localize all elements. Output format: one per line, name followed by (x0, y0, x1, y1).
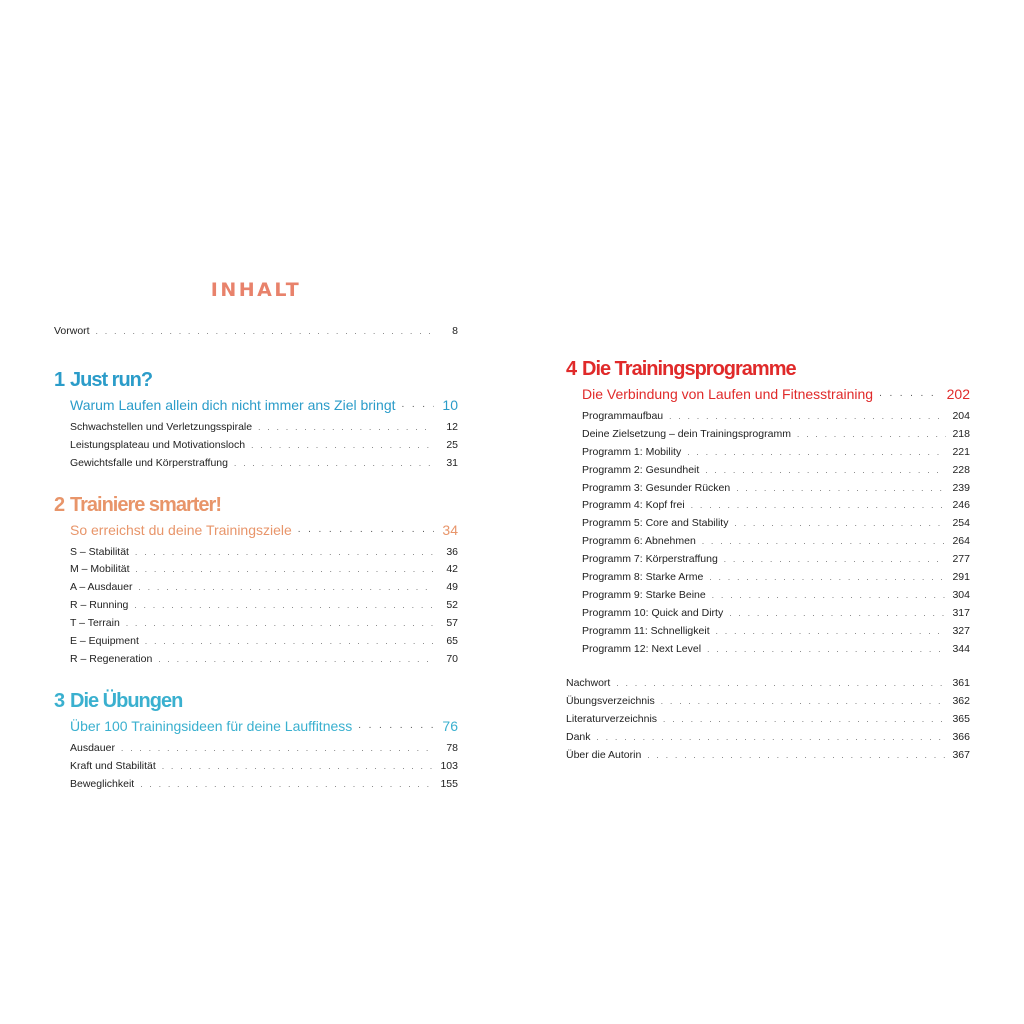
dot-leader (669, 408, 946, 426)
toc-heading: INHALT (210, 279, 302, 301)
toc-entry[interactable] (566, 641, 970, 659)
toc-entry-page: 361 (952, 677, 970, 690)
toc-entry[interactable] (566, 426, 970, 444)
toc-entry-page: 52 (446, 599, 458, 612)
chapter-title[interactable] (54, 366, 458, 394)
toc-entry-page: 25 (446, 438, 458, 451)
toc-entry-label: Beweglichkeit (70, 777, 135, 790)
toc-entry[interactable] (54, 419, 458, 437)
toc-entry-label: Programm 2: Gesundheit (582, 463, 700, 476)
toc-entry-page: 362 (952, 695, 970, 708)
toc-entry-page: 344 (952, 642, 970, 655)
toc-entry[interactable] (54, 651, 458, 669)
dot-leader (724, 551, 946, 569)
toc-entry[interactable] (566, 515, 970, 533)
dot-leader (712, 587, 946, 605)
dot-leader (145, 633, 434, 651)
chapter-subtitle[interactable] (54, 715, 458, 737)
toc-entry-page: 264 (952, 535, 970, 548)
toc-entry[interactable] (54, 776, 458, 794)
toc-entry-page: 277 (952, 553, 970, 566)
toc-entry-label: A – Ausdauer (70, 581, 133, 594)
toc-entry-page: 221 (952, 445, 970, 458)
toc-entry-label: Nachwort (566, 677, 611, 690)
chapter-subtitle-page: 76 (442, 717, 458, 734)
dot-leader (251, 437, 434, 455)
dot-leader (140, 776, 434, 794)
chapter-title-text: Die Übungen (70, 689, 183, 712)
toc-entry-page: 12 (446, 420, 458, 433)
toc-entry-page: 366 (952, 731, 970, 744)
toc-entry-label: Programm 4: Kopf frei (582, 499, 685, 512)
toc-entry-label: Programm 3: Gesunder Rücken (582, 481, 731, 494)
toc-entry[interactable] (566, 444, 970, 462)
dot-leader (258, 419, 434, 437)
dot-leader (121, 740, 434, 758)
toc-entry-page: 291 (952, 571, 970, 583)
toc-entry-page: 204 (952, 409, 970, 422)
toc-entry-label: Programmaufbau (582, 409, 664, 422)
dot-leader (136, 561, 434, 579)
dot-leader (687, 444, 946, 462)
toc-entry-page: 8 (452, 324, 458, 337)
toc-entry-page: 327 (952, 624, 970, 637)
toc-entry[interactable] (566, 587, 970, 605)
dot-leader (661, 693, 946, 711)
dot-leader (879, 383, 941, 405)
dot-leader (135, 544, 434, 562)
chapter-number: 2 (54, 493, 65, 516)
chapter-title[interactable] (54, 491, 458, 519)
chapter-2 (54, 491, 458, 669)
toc-entry[interactable] (54, 437, 458, 455)
dot-leader (707, 641, 946, 659)
chapter-title-text: Trainiere smarter! (70, 493, 221, 516)
toc-entry-page: 254 (952, 517, 970, 530)
toc-entry[interactable] (566, 711, 970, 729)
dot-leader (736, 480, 946, 498)
toc-entry-page: 36 (446, 545, 458, 558)
dot-leader (616, 675, 946, 693)
toc-entry-page: 304 (952, 588, 970, 601)
dot-leader (691, 497, 946, 515)
back-matter (566, 675, 970, 764)
toc-entry[interactable] (566, 480, 970, 498)
dot-leader (729, 605, 946, 623)
toc-left-column (54, 280, 458, 793)
toc-entry-label: Programm 5: Core and Stability (582, 517, 729, 530)
chapter-subtitle-text: Warum Laufen allein dich nicht immer ans Ziel bringt (70, 396, 396, 413)
dot-leader (705, 462, 946, 480)
toc-entry[interactable] (54, 740, 458, 758)
toc-entry-page: 218 (952, 427, 970, 440)
toc-entry-label: Programm 10: Quick and Dirty (582, 606, 724, 619)
toc-entry-label: Literaturverzeichnis (566, 713, 658, 726)
toc-entry[interactable] (54, 758, 458, 776)
toc-entry-page: 246 (952, 499, 970, 512)
dot-leader (138, 579, 434, 597)
toc-entry-page: 317 (952, 606, 970, 619)
toc-entry-label: Leistungsplateau und Motivationsloch (70, 438, 246, 451)
toc-entry[interactable] (566, 533, 970, 551)
chapter-title-text: Just run? (70, 368, 153, 391)
dot-leader (358, 715, 434, 737)
toc-entry[interactable] (54, 597, 458, 615)
toc-entry-label: Deine Zielsetzung – dein Trainingsprogramm (582, 427, 791, 440)
toc-entry-vorwort[interactable] (54, 323, 458, 341)
chapter-title-text: Die Trainingsprogramme (582, 358, 796, 380)
toc-entry-label: Ausdauer (70, 741, 115, 754)
dot-leader (597, 729, 946, 747)
toc-entry-label: Programm 11: Schnelligkeit (582, 624, 710, 637)
dot-leader (702, 533, 946, 551)
toc-entry-page: 367 (952, 749, 970, 762)
toc-entry-label: Programm 9: Starke Beine (582, 588, 706, 601)
toc-entry-label: Programm 12: Next Level (582, 642, 702, 655)
toc-entry-label: Programm 8: Starke Arme (582, 571, 704, 583)
toc-entry[interactable] (54, 615, 458, 633)
dot-leader (96, 323, 434, 341)
toc-entry-page: 65 (446, 635, 458, 647)
toc-entry-page: 49 (446, 581, 458, 594)
toc-entry-label: Übungsverzeichnis (566, 695, 655, 708)
toc-right-column (566, 355, 970, 765)
toc-entry-label: M – Mobilität (70, 563, 130, 576)
toc-entry-page: 42 (446, 563, 458, 576)
chapter-title[interactable] (566, 355, 970, 383)
front-matter (54, 323, 458, 341)
toc-entry-label: Programm 7: Körperstraffung (582, 553, 718, 566)
toc-entry[interactable] (566, 569, 970, 587)
toc-entry-page: 103 (440, 759, 458, 772)
chapter-number: 4 (566, 358, 577, 380)
toc-entry[interactable] (54, 633, 458, 651)
chapter-title[interactable] (54, 687, 458, 715)
chapter-subtitle-text: Die Verbindung von Laufen und Fitnesstraining (582, 386, 874, 402)
toc-entry-label: Programm 6: Abnehmen (582, 535, 696, 548)
toc-entry-label: Dank (566, 731, 591, 744)
chapter-subtitle[interactable] (566, 383, 970, 405)
toc-entry-page: 57 (446, 617, 458, 630)
chapter-subtitle-text: So erreichst du deine Trainingsziele (70, 521, 292, 538)
chapter-subtitle[interactable] (54, 394, 458, 416)
toc-entry-page: 31 (446, 456, 458, 469)
chapter-number: 3 (54, 689, 65, 712)
toc-entry[interactable] (566, 408, 970, 426)
chapter-4 (566, 355, 970, 658)
dot-leader (797, 426, 946, 444)
toc-entry-label: Vorwort (54, 324, 90, 337)
toc-entry[interactable] (566, 623, 970, 641)
toc-entry[interactable] (54, 544, 458, 562)
chapter-number: 1 (54, 368, 65, 391)
toc-entry-page: 155 (440, 777, 458, 790)
toc-entry[interactable] (566, 497, 970, 515)
toc-entry[interactable] (566, 693, 970, 711)
toc-entry-label: Gewichtsfalle und Körperstraffung (70, 456, 228, 469)
chapter-1 (54, 366, 458, 473)
toc-entry-page: 228 (952, 463, 970, 476)
dot-leader (134, 597, 434, 615)
toc-entry-label: R – Running (70, 599, 129, 612)
dot-leader (663, 711, 946, 729)
toc-entry-page: 78 (446, 741, 458, 754)
toc-entry[interactable] (566, 551, 970, 569)
chapter-subtitle-page: 202 (946, 386, 970, 402)
toc-entry-label: Über die Autorin (566, 749, 642, 762)
toc-entry-page: 70 (446, 652, 458, 665)
dot-leader (162, 758, 434, 776)
dot-leader (716, 623, 946, 641)
toc-entry[interactable] (54, 561, 458, 579)
dot-leader (734, 515, 946, 533)
chapter-subtitle-page: 34 (442, 521, 458, 538)
toc-entry-label: R – Regeneration (70, 652, 153, 665)
dot-leader (234, 455, 434, 473)
toc-entry-label: Programm 1: Mobility (582, 445, 682, 458)
toc-entry-label: Schwachstellen und Verletzungsspirale (70, 420, 253, 433)
toc-entry-label: S – Stabilität (70, 545, 129, 558)
chapter-subtitle[interactable] (54, 519, 458, 541)
toc-entry[interactable] (54, 455, 458, 473)
toc-entry-label: Kraft und Stabilität (70, 759, 156, 772)
toc-entry[interactable] (566, 462, 970, 480)
dot-leader (298, 519, 434, 541)
chapter-3 (54, 687, 458, 794)
toc-entry-page: 365 (952, 713, 970, 726)
dot-leader (402, 394, 434, 416)
dot-leader (647, 747, 946, 765)
chapter-subtitle-text: Über 100 Trainingsideen für deine Lauffitness (70, 717, 353, 734)
dot-leader (126, 615, 434, 633)
toc-entry[interactable] (566, 747, 970, 765)
dot-leader (158, 651, 434, 669)
toc-entry[interactable] (566, 675, 970, 693)
toc-entry-label: E – Equipment (70, 635, 139, 647)
toc-entry[interactable] (566, 729, 970, 747)
chapter-subtitle-page: 10 (442, 396, 458, 413)
toc-entry-page: 239 (952, 481, 970, 494)
toc-entry[interactable] (566, 605, 970, 623)
toc-entry[interactable] (54, 579, 458, 597)
toc-entry-label: T – Terrain (70, 617, 120, 630)
dot-leader (709, 569, 946, 587)
